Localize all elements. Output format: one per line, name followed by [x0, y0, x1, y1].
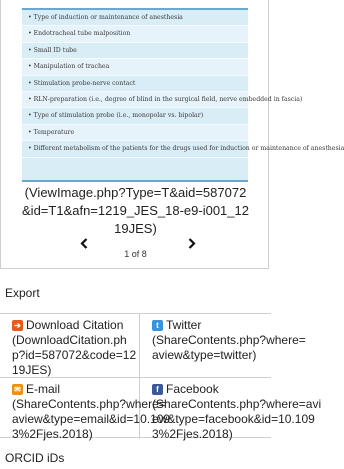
facebook-icon: f	[152, 384, 163, 395]
facebook-share-button[interactable]	[140, 378, 322, 441]
download-citation-button[interactable]	[0, 314, 139, 377]
slide-row: • RLN-preparation (i.e., degree of blind in the surgical field, nerve embedded in fascia)	[22, 92, 248, 108]
slide-row: • Stimulation probe-nerve contact	[22, 76, 248, 92]
download-citation-link: (DownloadCitation.php?id=587072&code=1219JES)	[12, 333, 137, 377]
email-share-button[interactable]	[0, 378, 171, 441]
twitter-share-button[interactable]	[140, 314, 306, 377]
twitter-link: (ShareContents.php?where=aview&type=twitter)	[152, 333, 306, 362]
slide-row: • Endotracheal tube malposition	[22, 26, 248, 42]
slide-row: • Manipulation of trachea	[22, 59, 248, 75]
slide-row: • Type of induction or maintenance of anesthesia	[22, 10, 248, 26]
figure-image[interactable]	[22, 8, 344, 182]
chevron-left-icon	[80, 238, 88, 249]
facebook-link: (ShareContents.php?where=aview&type=facebook&id=10.1093%2Fjes.2018)	[152, 397, 322, 441]
email-label: E-mail	[26, 382, 61, 396]
orcid-heading: ORCID iDs	[5, 451, 65, 465]
download-citation-label: Download Citation	[26, 318, 124, 332]
figure-caption-link[interactable]	[1, 184, 270, 238]
chevron-right-icon	[188, 238, 196, 249]
export-share-grid	[0, 313, 322, 441]
slide-row: • Temperature	[22, 125, 248, 141]
slide-row: • Different metabolism of the patients for the drugs used for induction or maintenance of anesthesia	[22, 141, 248, 157]
caption-text: (ViewImage.php?Type=T&aid=587072&id=T1&afn=1219_JES_18-e9-i001_1219JES)	[22, 185, 249, 236]
export-heading: Export	[5, 286, 40, 300]
email-icon: ✉	[12, 384, 23, 395]
slide-row: • Small ID tube	[22, 43, 248, 59]
download-icon: ➔	[12, 320, 23, 331]
slide-row: • Type of stimulation probe (i.e., monopolar vs. bipolar)	[22, 108, 248, 124]
facebook-label: Facebook	[166, 382, 219, 396]
slide-counter: 1 of 8	[124, 249, 147, 259]
email-link: (ShareContents.php?where=aview&type=email&id=10.1093%2Fjes.2018)	[12, 397, 171, 441]
twitter-icon: t	[152, 320, 163, 331]
twitter-label: Twitter	[166, 318, 202, 332]
